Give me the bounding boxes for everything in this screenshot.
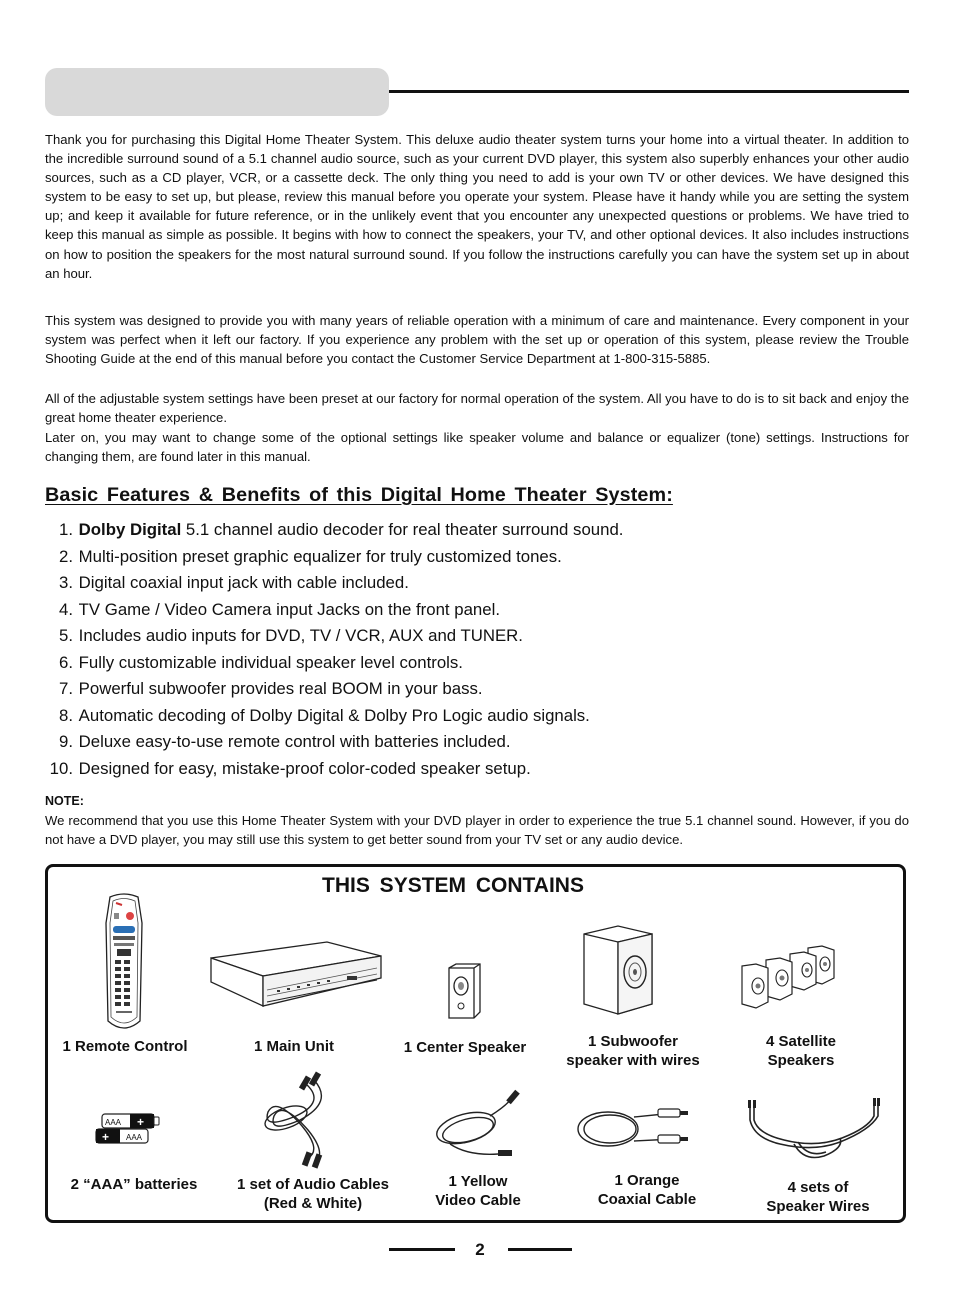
feature-item: 4. TV Game / Video Camera input Jacks on the front panel. <box>59 599 500 619</box>
feature-item: 1. Dolby Digital 5.1 channel audio decoder for real theater surround sound. <box>59 520 624 540</box>
svg-text:+: + <box>137 1115 145 1129</box>
video-cable-icon <box>428 1088 524 1164</box>
battery-label: AAA <box>126 1133 143 1142</box>
feature-item: 9. Deluxe easy-to-use remote control with batteries included. <box>59 732 511 752</box>
note-text: We recommend that you use this Home Theater System with your DVD player in order to experience the true 5.1 channel sound. However, if you do not have a DVD player, you may still use this system to get better sound from your TV set or any audio device. <box>45 813 909 848</box>
subwoofer-label: 1 Subwoofer speaker with wires <box>566 1033 700 1069</box>
remote-control-label: 1 Remote Control <box>62 1038 188 1055</box>
coaxial-cable-label: 1 Orange Coaxial Cable <box>597 1172 697 1208</box>
battery-label: AAA <box>105 1118 122 1127</box>
features-heading: Basic Features & Benefits of this Digital Home Theater System: <box>45 484 673 506</box>
feature-item: 10. Designed for easy, mistake-proof color-coded speaker setup. <box>49 758 531 778</box>
intro-paragraph-4: Later on, you may want to change some of the optional settings like speaker volume and balance or equalizer (tone) settings. Instructions for changing them, are found later in this manual. <box>45 430 909 465</box>
audio-cables-label: 1 set of Audio Cables (Red & White) <box>237 1176 389 1212</box>
feature-item: 8. Automatic decoding of Dolby Digital & Dolby Pro Logic audio signals. <box>59 705 590 725</box>
speaker-wires-icon <box>744 1098 884 1164</box>
main-unit-label: 1 Main Unit <box>253 1038 334 1055</box>
satellite-speakers-icon <box>738 944 838 1010</box>
remote-control-icon <box>100 893 148 1035</box>
center-speaker-label: 1 Center Speaker <box>403 1039 527 1056</box>
header-rule <box>389 90 909 93</box>
main-unit-icon <box>207 940 385 1016</box>
satellite-speakers-label: 4 Satellite Speakers <box>765 1033 837 1069</box>
note-label: NOTE: <box>45 794 84 808</box>
intro-paragraph-3: All of the adjustable system settings have been preset at our factory for normal operation of the system. All you have to do is to sit back and enjoy the great home theater experience. <box>45 391 909 426</box>
page-number: 2 <box>475 1240 485 1259</box>
feature-item: 7. Powerful subwoofer provides real BOOM in your bass. <box>59 679 483 699</box>
footer-rule-right <box>508 1248 572 1251</box>
speaker-wires-label: 4 sets of Speaker Wires <box>766 1179 870 1215</box>
feature-item: 5. Includes audio inputs for DVD, TV / VCR, AUX and TUNER. <box>59 626 523 646</box>
footer-rule-left <box>389 1248 455 1251</box>
audio-cables-icon <box>256 1072 336 1168</box>
subwoofer-icon <box>582 924 654 1016</box>
svg-text:+: + <box>102 1130 110 1144</box>
video-cable-label: 1 Yellow Video Cable <box>435 1173 521 1209</box>
intro-paragraph-2: This system was designed to provide you with many years of reliable operation with a minimum of care and maintenance. Every component in your system was perfect when it left our factory. If you experience any problem with the set up or operation of this system, please review the Trouble Shooting Guide at the end of this manual before you contact the Customer Service Department at 1-800-315-5885. <box>45 313 909 367</box>
coaxial-cable-icon <box>574 1103 696 1153</box>
center-speaker-icon <box>446 962 482 1020</box>
feature-item: 2. Multi-position preset graphic equalizer for truly customized tones. <box>59 546 562 566</box>
intro-paragraph-1: Thank you for purchasing this Digital Home Theater System. This deluxe audio theater system turns your home into a virtual theater. In addition to the incredible surround sound of a 5.1 channel audio source, such as your current DVD player, this system also superbly enhances your other audio sources, such as a CD player, VCR, or a cassette deck. The only thing you need to add is your own TV or other devices. We have designed this system to be easy to set up, but please, review this manual before you operate your system. Please have it handy while you are setting the system up; and keep it available for future reference, or in the unlikely event that you encounter any unexpected questions or problems. We have tried to keep this manual as simple as possible. It begins with how to connect the speakers, your TV, and other optional devices. It also includes instructions on how to position the speakers for the most natural surround sound. If you follow the instructions carefully you can have the system set up in about an hour. <box>45 132 909 281</box>
batteries-label: 2 “AAA” batteries <box>70 1176 198 1193</box>
batteries-icon <box>94 1112 162 1146</box>
contents-title: THIS SYSTEM CONTAINS <box>322 874 584 897</box>
features-list <box>45 517 909 782</box>
feature-item: 3. Digital coaxial input jack with cable included. <box>59 573 409 593</box>
feature-item: 6. Fully customizable individual speaker level controls. <box>59 652 463 672</box>
header-tab <box>45 68 389 116</box>
